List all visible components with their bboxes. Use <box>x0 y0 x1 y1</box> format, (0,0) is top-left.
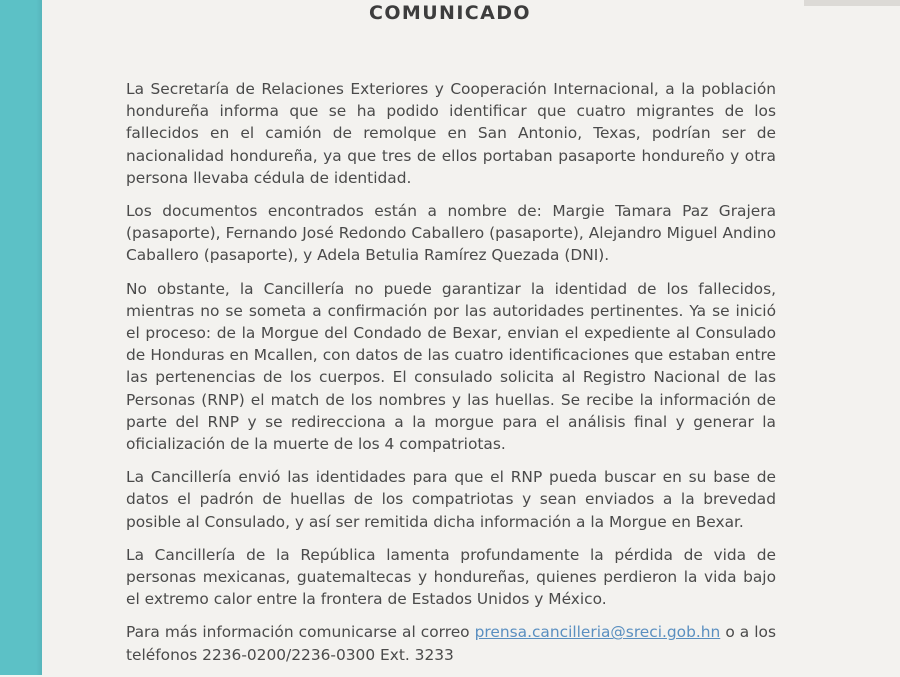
paragraph-condolences: La Cancillería de la República lamenta profundamente la pérdida de vida de personas mexicanas, guatemaltecas y hondureñas, quienes perdieron la vida bajo el extremo calor entre la frontera de Estados Unidos y México. <box>126 545 776 609</box>
teal-side-bar <box>0 0 42 675</box>
paragraph-documents: Los documentos encontrados están a nombre de: Margie Tamara Paz Grajera (pasaporte), Fernando José Redondo Caballero (pasaporte), Alejandro Miguel Andino Caballero (pasaporte), y Adela Betulia Ramírez Quezada (DNI). <box>126 202 776 265</box>
contact-phones: teléfonos 2236-0200/2236-0300 Ext. 3233 <box>126 645 454 664</box>
paragraph-process: No obstante, la Cancillería no puede garantizar la identidad de los fallecidos, mientras no se someta a confirmación por las autoridades pertinentes. Ya se inició el proceso: de la Morgue del Condado de Bexar, envian el expediente al Consulado de Honduras en Mcallen, con datos de las cuatro identificaciones que estaban entre las pertenencias de los cuerpos. El consulado solicita al Registro Nacional de las Personas (RNP) el match de los nombres y las huellas. Se recibe la información de parte del RNP y se redirecciona a la morgue para el análisis final y generar la oficialización de la muerte de los 4 compatriotas. <box>126 279 776 454</box>
contact-prefix: Para más información comunicarse al correo <box>126 623 470 642</box>
contact-email-link[interactable]: prensa.cancilleria@sreci.gob.hn <box>474 623 721 642</box>
document-title: COMUNICADO <box>369 2 531 24</box>
contact-middle: o a los <box>725 623 776 642</box>
document-body <box>126 78 776 677</box>
paragraph-intro: La Secretaría de Relaciones Exteriores y Cooperación Internacional, a la población hondureña informa que se ha podido identificar que cuatro migrantes de los fallecidos en el camión de remolque en San Antonio, Texas, podrían ser de nacionalidad hondureña, ya que tres de ellos portaban pasaporte hondureño y otra persona llevaba cédula de identidad. <box>126 80 776 187</box>
paragraph-contact <box>126 621 776 665</box>
paragraph-identities: La Cancillería envió las identidades para que el RNP pueda buscar en su base de datos el padrón de huellas de los compatriotas y sean enviados a la brevedad posible al Consulado, y así ser remitida dicha información a la Morgue en Bexar. <box>126 468 776 531</box>
